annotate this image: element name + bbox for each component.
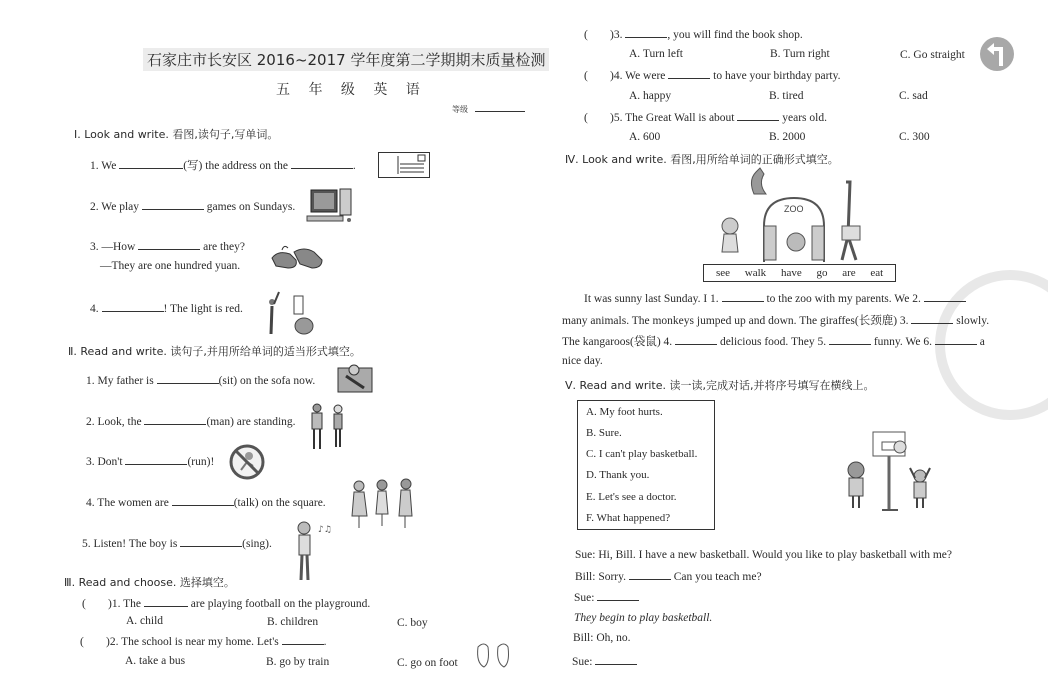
s1-item-3: 3. —How are they? xyxy=(90,241,245,253)
s1-blank-1a[interactable] xyxy=(119,158,183,169)
passage-blank-5[interactable] xyxy=(829,334,871,345)
s3-blank-1[interactable] xyxy=(144,596,188,607)
s3-q4-option-b[interactable]: B. tired xyxy=(769,90,804,102)
s3-answer-box-1[interactable]: ( xyxy=(82,598,86,610)
father-sofa-icon xyxy=(338,362,374,394)
two-men-icon xyxy=(308,403,348,451)
s3-q3-option-c[interactable]: C. Go straight xyxy=(900,49,965,61)
section-5-heading: Ⅴ. Read and write. 读一读,完成对话,并将序号填写在横线上。 xyxy=(565,379,875,392)
s1-blank-2[interactable] xyxy=(142,199,204,210)
s3-answer-box-2[interactable]: ( xyxy=(80,636,84,648)
s3-question-2: ( )2. The school is near my home. Let's . xyxy=(80,636,327,648)
s3-answer-box-3[interactable]: ( xyxy=(584,29,588,41)
s3-answer-box-4[interactable]: ( xyxy=(584,70,588,82)
dialogue-blank-2[interactable] xyxy=(597,590,639,601)
word-have: have xyxy=(780,267,802,279)
basketball-scene-illustration xyxy=(842,430,942,512)
section-1-heading: Ⅰ. Look and write. 看图,读句子,写单词。 xyxy=(74,128,279,141)
s2-blank-5[interactable] xyxy=(180,536,242,547)
dialogue-options-box xyxy=(577,400,715,530)
section-2-heading: Ⅱ. Read and write. 读句子,并用所给单词的适当形式填空。 xyxy=(68,345,361,358)
postcard-icon xyxy=(378,152,430,178)
s3-q1-option-b[interactable]: B. children xyxy=(267,616,319,628)
s1-blank-1b[interactable] xyxy=(291,158,353,169)
word-eat: eat xyxy=(870,267,884,279)
s3-q4-option-c[interactable]: C. sad xyxy=(899,90,928,102)
passage-blank-4[interactable] xyxy=(675,334,717,345)
zoo-scene-illustration xyxy=(718,166,868,262)
s3-question-5: ( )5. The Great Wall is about years old. xyxy=(584,112,827,124)
s2-item-2: 2. Look, the (man) are standing. xyxy=(86,416,296,428)
grade-field[interactable] xyxy=(452,101,525,115)
s3-blank-3[interactable] xyxy=(625,27,667,38)
dialogue-blank-3[interactable] xyxy=(595,654,637,665)
s3-q5-option-b[interactable]: B. 2000 xyxy=(769,131,806,143)
s3-q2-option-b[interactable]: B. go by train xyxy=(266,656,330,668)
option-b: B. Sure. xyxy=(586,427,622,439)
s3-q2-option-a[interactable]: A. take a bus xyxy=(125,655,186,667)
option-d: D. Thank you. xyxy=(586,469,650,481)
s3-q1-option-c[interactable]: C. boy xyxy=(397,617,428,629)
word-go: go xyxy=(816,267,828,279)
option-a: A. My foot hurts. xyxy=(586,406,663,418)
dialogue-line-3: Sue: xyxy=(574,590,639,604)
s1-blank-3[interactable] xyxy=(138,239,200,250)
option-e: E. Let's see a doctor. xyxy=(586,491,677,503)
s1-item-2: 2. We play games on Sundays. xyxy=(90,201,296,213)
s2-blank-4[interactable] xyxy=(172,495,234,506)
computer-icon xyxy=(307,188,357,226)
s3-blank-4[interactable] xyxy=(668,68,710,79)
passage-line-3: The kangaroos(袋鼠) 4. delicious food. They 5. funny. We 6. a xyxy=(562,336,985,348)
word-bank xyxy=(703,264,896,282)
grade-blank[interactable] xyxy=(475,101,525,112)
svg-text:♪♫: ♪♫ xyxy=(318,525,332,535)
s3-question-4: ( )4. We were to have your birthday party. xyxy=(584,70,841,82)
dialogue-line-6: Sue: xyxy=(572,654,637,668)
s1-item-1: 1. We (写) the address on the . xyxy=(90,160,356,172)
passage-blank-3[interactable] xyxy=(911,313,953,324)
s3-q5-option-c[interactable]: C. 300 xyxy=(899,131,930,143)
dialogue-stage-direction: They begin to play basketball. xyxy=(574,612,713,624)
passage-line-4: nice day. xyxy=(562,355,603,367)
s3-answer-box-5[interactable]: ( xyxy=(584,112,588,124)
s1-blank-4[interactable] xyxy=(102,301,164,312)
page-title: 石家庄市长安区 2016~2017 学年度第二学期期末质量检测 xyxy=(143,48,549,71)
zoo-sign: ZOO xyxy=(784,204,804,214)
s3-q4-option-a[interactable]: A. happy xyxy=(629,90,672,102)
policeman-traffic-light-icon xyxy=(266,290,318,336)
s2-item-4: 4. The women are (talk) on the square. xyxy=(86,497,326,509)
turn-left-arrow-icon xyxy=(979,36,1015,72)
dialogue-blank-1[interactable] xyxy=(629,569,671,580)
passage-blank-1[interactable] xyxy=(722,291,764,302)
s3-q3-option-a[interactable]: A. Turn left xyxy=(629,48,683,60)
s2-blank-1[interactable] xyxy=(157,373,219,384)
s3-blank-2[interactable] xyxy=(282,634,324,645)
grade-label: 等级 xyxy=(452,105,468,114)
page-subtitle: 五 年 级 英 语 xyxy=(276,82,427,98)
dialogue-line-5: Bill: Oh, no. xyxy=(573,632,631,644)
word-see: see xyxy=(716,267,731,279)
s2-item-1: 1. My father is (sit) on the sofa now. xyxy=(86,375,316,387)
s1-item-3-answer: —They are one hundred yuan. xyxy=(100,260,241,272)
shoes-icon xyxy=(270,242,325,274)
dialogue-line-1: Sue: Hi, Bill. I have a new basketball. Would you like to play basketball with me? xyxy=(575,549,953,561)
s2-blank-3[interactable] xyxy=(125,454,187,465)
boy-singing-icon xyxy=(294,520,342,582)
s1-item-4: 4. ! The light is red. xyxy=(90,303,243,315)
s3-question-1: ( )1. The are playing football on the playground. xyxy=(82,598,371,610)
s3-q2-option-c[interactable]: C. go on foot xyxy=(397,657,458,669)
section-3-heading: Ⅲ. Read and choose. 选择填空。 xyxy=(64,576,235,589)
passage-blank-2[interactable] xyxy=(924,291,966,302)
s3-blank-5[interactable] xyxy=(737,110,779,121)
s2-item-5: 5. Listen! The boy is (sing). xyxy=(82,538,272,550)
option-c: C. I can't play basketball. xyxy=(586,448,698,460)
s2-blank-2[interactable] xyxy=(144,414,206,425)
s3-q5-option-a[interactable]: A. 600 xyxy=(629,131,661,143)
option-f: F. What happened? xyxy=(586,512,671,524)
women-talking-icon xyxy=(350,480,416,530)
dialogue-line-2: Bill: Sorry. Can you teach me? xyxy=(575,571,762,583)
passage-line-2: many animals. The monkeys jumped up and down. The giraffes(长颈鹿) 3. slowly. xyxy=(562,315,990,327)
s3-question-3: ( )3. , you will find the book shop. xyxy=(584,29,803,41)
word-walk: walk xyxy=(744,267,767,279)
passage-line-1: It was sunny last Sunday. I 1. to the zoo with my parents. We 2. xyxy=(584,291,966,305)
s3-q1-option-a[interactable]: A. child xyxy=(126,615,164,627)
passage-blank-6[interactable] xyxy=(935,334,977,345)
no-running-icon xyxy=(229,444,265,480)
word-are: are xyxy=(842,267,856,279)
s3-q3-option-b[interactable]: B. Turn right xyxy=(770,48,830,60)
footprints-icon xyxy=(474,641,514,669)
s2-item-3: 3. Don't (run)! xyxy=(86,456,215,468)
section-4-heading: Ⅳ. Look and write. 看图,用所给单词的正确形式填空。 xyxy=(565,153,839,166)
